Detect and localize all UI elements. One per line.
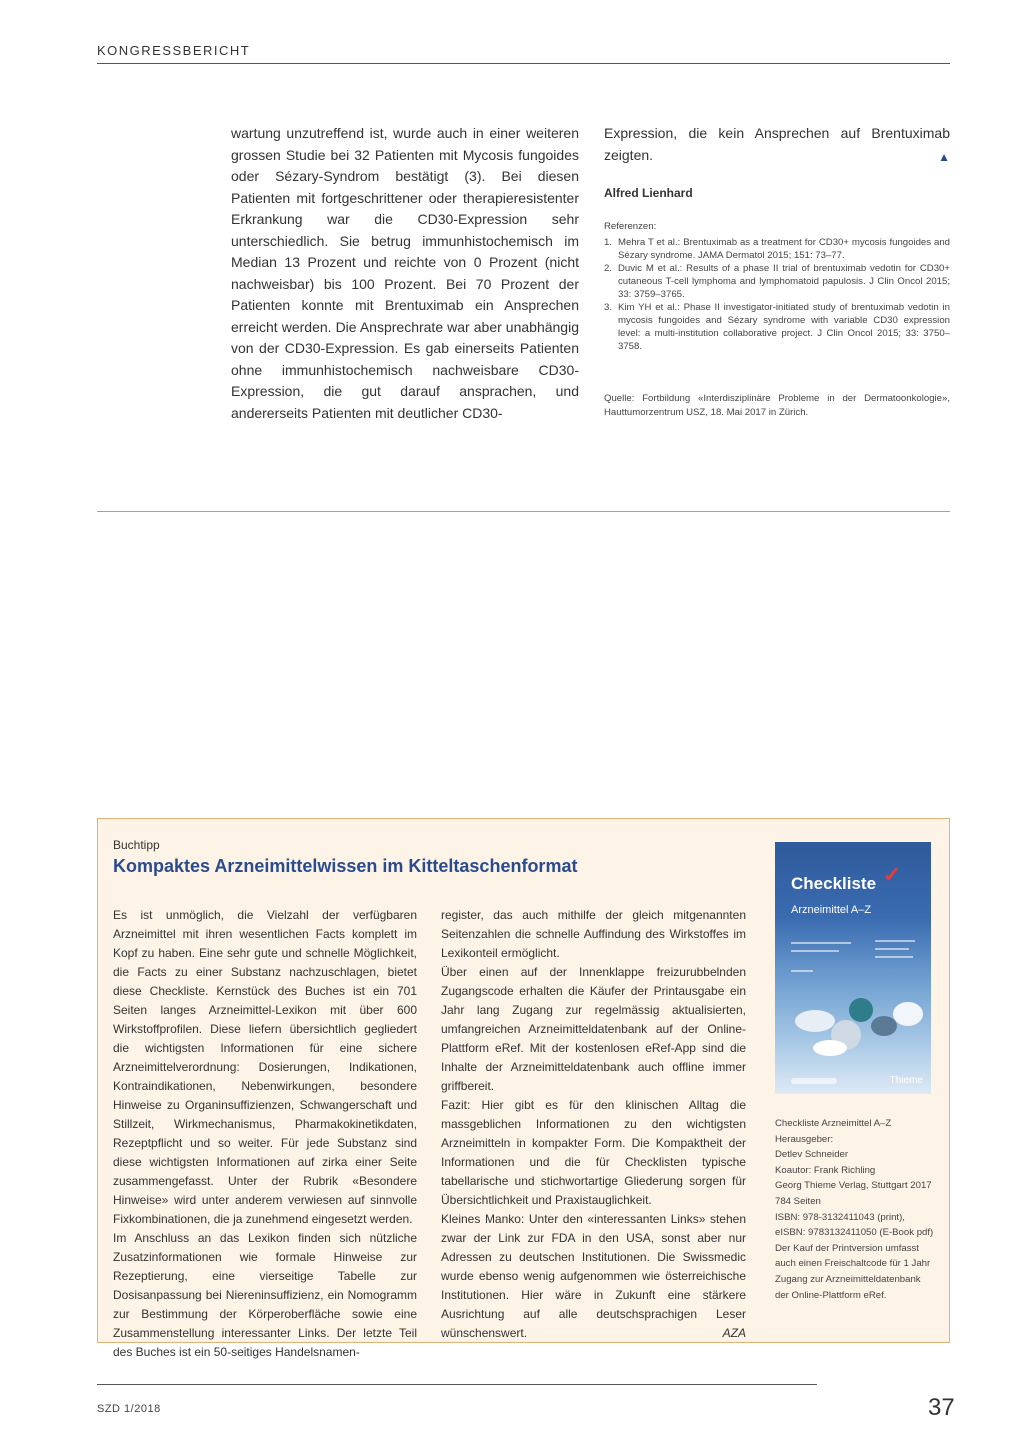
section-title: KONGRESSBERICHT (97, 43, 251, 58)
book-cover-title: Checkliste (791, 874, 877, 893)
buchtipp-paragraph-text: Kleines Manko: Unter den «interessanten Links» stehen zwar der Link zur FDA in den USA, sonst aber nur Adressen zu deutschen Institutionen. Die Swissmedic wurde ebenso wenig aufgenommen wie österreichische Institutionen. Hier wäre in Zukunft eine stärkere Ausrichtung auf alle deutschsprachigen Leser wünschenswert. (441, 1212, 746, 1340)
middle-divider (97, 511, 950, 512)
cover-text-line (875, 940, 915, 942)
caption-line: ISBN: 978-3132411043 (print), (775, 1211, 905, 1223)
buchtipp-paragraph (441, 1210, 746, 1343)
caption-line: Detlev Schneider (775, 1149, 849, 1161)
caption-line: der Online-Plattform eRef. (775, 1289, 887, 1301)
pill-icon (795, 1010, 835, 1032)
buchtipp-column-1 (113, 906, 417, 1362)
cover-text-line (875, 956, 913, 958)
reference-number: 1. (604, 237, 613, 248)
references-title: Referenzen: (604, 221, 657, 232)
reference-number: 3. (604, 302, 613, 313)
caption-line: eISBN: 9783132411050 (E-Book pdf) (775, 1227, 934, 1239)
journal-issue: SZD 1/2018 (97, 1403, 161, 1415)
caption-line: Koautor: Frank Richling (775, 1164, 876, 1176)
caption-line: Herausgeber: (775, 1133, 834, 1145)
buchtipp-paragraph: Es ist unmöglich, die Vielzahl der verfügbaren Arzneimittel mit ihren wesentlichen Facts komplett im Kopf zu haben. Eine sehr gute und schnelle Möglichkeit, die Facts zu einer Substanz nachzuschlagen, bietet diese Checkliste. Kernstück des Buches ist ein 701 Seiten langes Arzneimittel-Lexikon mit über 600 Wirkstoffprofilen. Diese liefern übersichtlich gegliedert die wichtigsten Informationen für eine sichere Arzneimittelverordnung: Dosierungen, Indikationen, Kontraindikationen, Nebenwirkungen, besondere Hinweise zu Organinsuffizienzen, Schwangerschaft und Stillzeit, Wirkmechanismus, Pharmakokinetikdaten, Rezeptpflicht und so weiter. Für jede Substanz sind diese wichtigsten Informationen auf zirka einer Seite zusammengefasst. Unter der Rubrik «Besondere Hinweise» wird unter anderem verwiesen auf sinnvolle Fixkombinationen, die ja zunehmend eingesetzt werden. (113, 908, 417, 1226)
reference-item (604, 262, 950, 301)
caption-line: Georg Thieme Verlag, Stuttgart 2017 (775, 1180, 932, 1192)
article-column-right (604, 123, 950, 168)
book-cover-image (775, 842, 931, 1094)
bottom-divider (97, 1384, 817, 1385)
article-column-right-text: Expression, die kein Ansprechen auf Brentuximab zeigten. (604, 125, 950, 163)
reference-text: Duvic M et al.: Results of a phase II trial of brentuximab vedotin for CD30+ cutaneous T-cell lymphoma and lymphomatoid papulosis. J Clin Oncol 2015; 33: 3759–3765. (618, 263, 950, 300)
references (604, 220, 950, 353)
pill-icon (871, 1016, 897, 1036)
pill-icon (893, 1002, 923, 1026)
cover-text-line (791, 942, 851, 944)
source-note: Quelle: Fortbildung «Interdisziplinäre Probleme in der Dermatoonkologie», Hauttumorzentrum USZ, 18. Mai 2017 in Zürich. (604, 393, 950, 418)
book-cover-brand: Thieme (889, 1075, 923, 1086)
pill-icon (813, 1040, 847, 1056)
page-number: 37 (928, 1394, 955, 1421)
book-caption (775, 1116, 935, 1303)
buchtipp-title: Kompaktes Arzneimittelwissen im Kitteltaschenformat (113, 856, 578, 876)
buchtipp-kicker: Buchtipp (113, 838, 160, 852)
cover-text-line (791, 950, 839, 952)
caption-line: 784 Seiten (775, 1195, 821, 1207)
caption-line: Checkliste Arzneimittel A–Z (775, 1118, 892, 1129)
buchtipp-paragraph: register, das auch mithilfe der gleich mitgenannten Seitenzahlen die schnelle Auffindung des Wirkstoffes im Lexikonteil ermöglicht. (441, 908, 746, 960)
buchtipp-column-2 (441, 906, 746, 1343)
caption-line: auch einen Freischaltcode für 1 Jahr (775, 1258, 931, 1270)
end-triangle-icon: ▲ (938, 149, 950, 164)
article-column-left: wartung unzutreffend ist, wurde auch in einer weiteren grossen Studie bei 32 Patienten mit Mycosis fungoides oder Sézary-Syndrom bestätigt (3). Bei diesen Patienten mit fortgeschrittener oder therapieresistenter Erkrankung war die CD30-Expression sehr unterschiedlich. Sie betrug immunhistochemisch im Median 13 Prozent und reichte von 0 Prozent (nicht nachweisbar) bis 100 Prozent. Bei 70 Prozent der Patienten konnte mit Brentuximab ein Ansprechen erreicht werden. Die Ansprechrate war aber unabhängig von der CD30-Expression. Es gab einerseits Patienten ohne immunhistochemisch nachweisbare CD30-Expression, die gut darauf ansprachen, und andererseits Patienten mit deutlicher CD30- (231, 125, 579, 421)
author-name: Alfred Lienhard (604, 186, 693, 200)
reference-item (604, 236, 950, 262)
cover-text-line (791, 970, 813, 972)
publisher-logo-icon (791, 1078, 837, 1084)
top-divider (97, 63, 950, 64)
buchtipp-signature: AZA (722, 1326, 746, 1340)
book-cover-subtitle: Arzneimittel A–Z (791, 904, 872, 916)
cover-text-line (875, 948, 909, 950)
reference-item (604, 301, 950, 353)
reference-text: Kim YH et al.: Phase II investigator-initiated study of brentuximab vedotin in mycosis fungoides and Sézary syndrome with variable CD30 expression level: a multi-institution collaborative project. J Clin Oncol 2015; 33: 3750–3758. (618, 302, 950, 352)
buchtipp-paragraph: Über einen auf der Innenklappe freizurubbelnden Zugangscode erhalten die Käufer der Printausgabe ein Jahr lang Zugang zur regelmässig aktualisierten, umfangreichen Arzneimitteldatenbank auf der Online-Plattform eRef. Mit der kostenlosen eRef-App sind die Inhalte der Arzneimitteldatenbank auch offline immer griffbereit. (441, 965, 746, 1093)
reference-text: Mehra T et al.: Brentuximab as a treatment for CD30+ mycosis fungoides and Sézary syndrome. JAMA Dermatol 2015; 151: 73–77. (618, 237, 950, 261)
checkmark-icon: ✓ (883, 862, 902, 887)
pill-icon (849, 998, 873, 1022)
caption-line: Der Kauf der Printversion umfasst (775, 1242, 919, 1254)
reference-number: 2. (604, 263, 613, 274)
caption-line: Zugang zur Arzneimitteldatenbank (775, 1273, 921, 1285)
buchtipp-paragraph: Im Anschluss an das Lexikon finden sich nützliche Zusatzinformationen wie formale Hinweise zur Rezeptierung, eine vierseitige Tabelle zur Dosisanpassung bei Niereninsuffizienz, ein Nomogramm zur Bestimmung der Körperoberfläche sowie eine Zusammenstellung interessanter Links. Der letzte Teil des Buches ist ein 50-seitiges Handelsnamen- (113, 1231, 417, 1359)
buchtipp-paragraph: Fazit: Hier gibt es für den klinischen Alltag die massgeblichen Informationen zu den wichtigsten Arzneimitteln in kompakter Form. Die Kompaktheit der Informationen und die für Checklisten typische tabellarische und stichwortartige Gliederung sorgen für Übersichtlichkeit und Praxistauglichkeit. (441, 1098, 746, 1207)
